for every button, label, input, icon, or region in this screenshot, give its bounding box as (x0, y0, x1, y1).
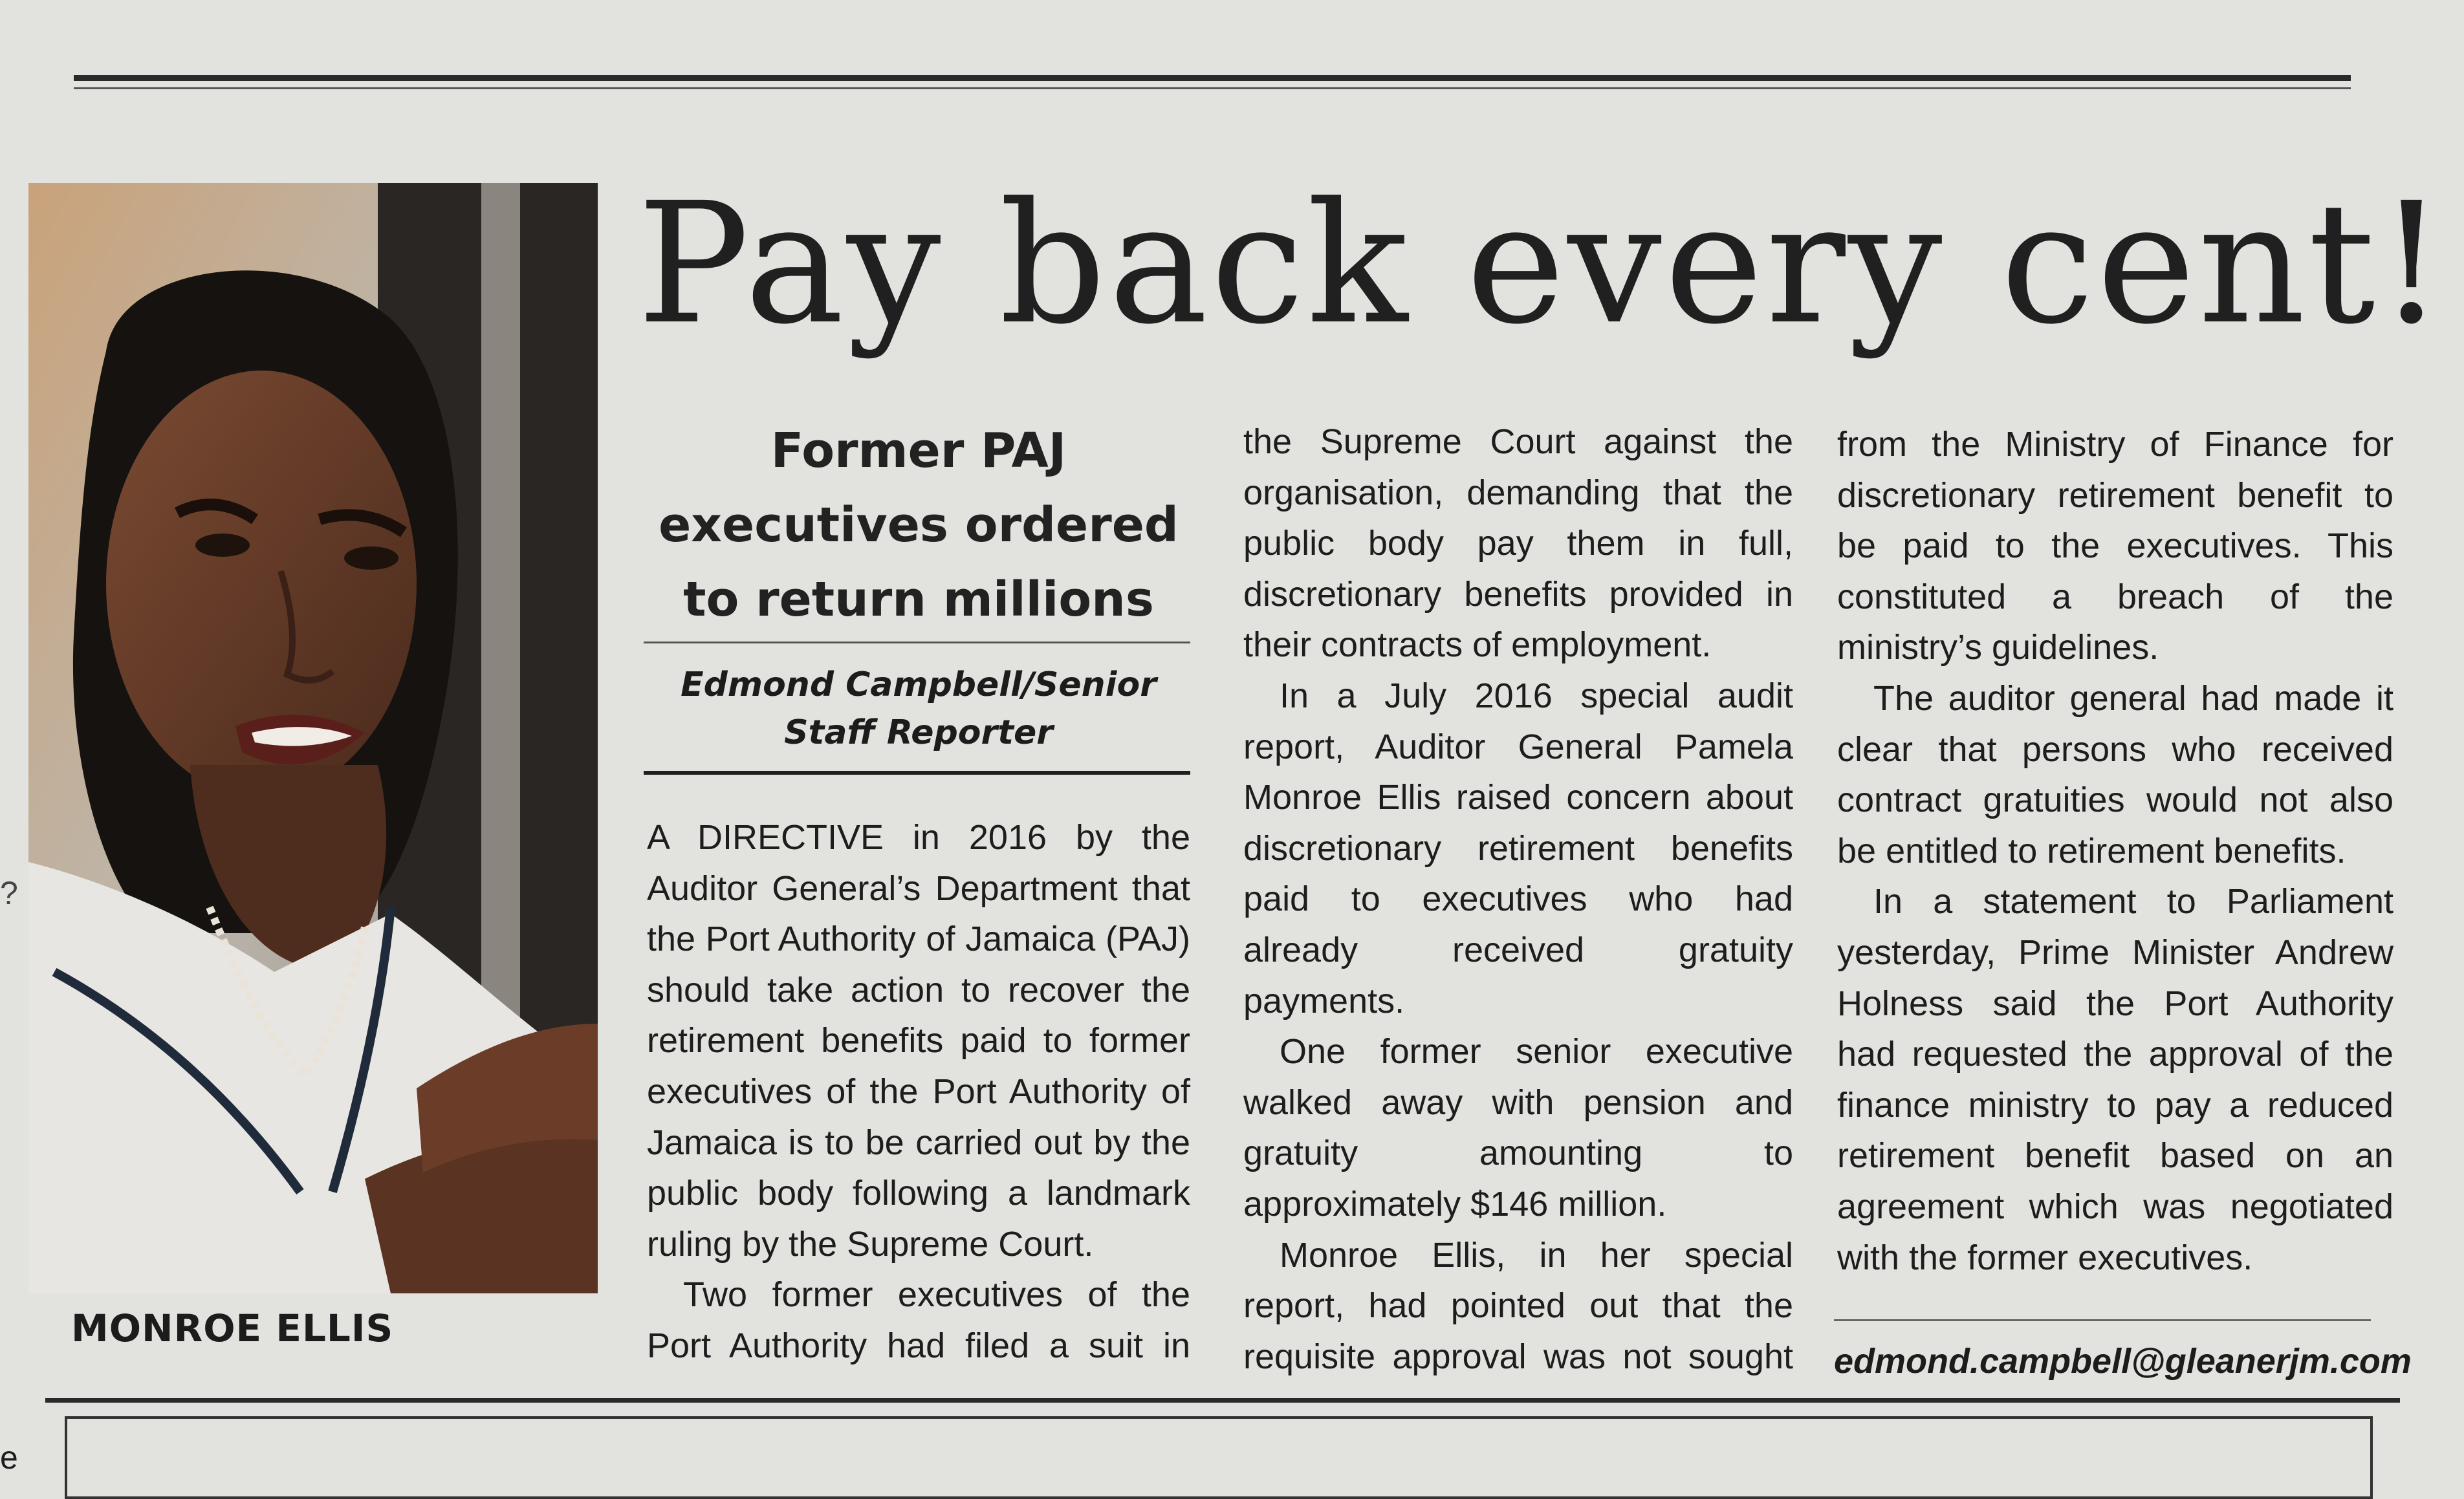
top-rule (74, 75, 2351, 81)
bottom-rule (45, 1398, 2400, 1403)
article-line: requisite approval was not sought (1243, 1337, 1793, 1376)
article-line: public body pay them in full, (1243, 524, 1793, 563)
article-line: retirement benefit based on an (1837, 1136, 2393, 1176)
article-line: In a statement to Parliament (1873, 882, 2393, 922)
article-line: payments. (1243, 981, 1405, 1020)
article-line: retirement benefits paid to former (647, 1021, 1190, 1061)
subheadline-line: executives ordered (659, 497, 1179, 553)
article-line: The auditor general had made it (1873, 678, 2393, 718)
article-line: should take action to recover the (647, 970, 1190, 1009)
article-line: One former senior executive (1280, 1032, 1793, 1072)
margin-mark: ? (0, 875, 18, 911)
article-line: executives of the Port Authority of (647, 1072, 1190, 1111)
article-line: finance ministry to pay a reduced (1837, 1085, 2393, 1125)
article-line: their contracts of employment. (1243, 625, 1712, 665)
article-line: public body following a landmark (647, 1174, 1190, 1213)
portrait-photo (28, 183, 598, 1293)
article-line: discretionary retirement benefit to (1837, 475, 2393, 515)
article-line: Monroe Ellis raised concern about (1243, 778, 1793, 817)
article-line: approximately $146 million. (1243, 1184, 1667, 1224)
portrait-illustration (28, 183, 598, 1293)
article-line: report, Auditor General Pamela (1243, 727, 1793, 766)
article-line: report, had pointed out that the (1243, 1286, 1793, 1326)
author-email: edmond.campbell@gleanerjm.com (1834, 1342, 2412, 1381)
subheadline (644, 414, 1194, 637)
article-line: Auditor General’s Department that (647, 868, 1190, 908)
headline: Pay back every cent! (637, 167, 2448, 361)
article-line: Two former executives of the (683, 1275, 1190, 1315)
article-line: Jamaica is to be carried out by the (647, 1123, 1190, 1162)
article-line: Monroe Ellis, in her special (1280, 1235, 1793, 1275)
margin-letter: e (0, 1440, 18, 1476)
article-line: from the Ministry of Finance for (1837, 425, 2393, 464)
subheadline-line: to return millions (683, 572, 1154, 627)
article-line: walked away with pension and (1243, 1083, 1793, 1122)
article-line: discretionary benefits provided in (1243, 574, 1793, 614)
article-line: ministry’s guidelines. (1837, 628, 2159, 667)
article-column-2 (1243, 416, 1793, 1382)
article-line: A DIRECTIVE in 2016 by the (647, 818, 1190, 857)
article-line: be paid to the executives. This (1837, 526, 2393, 566)
article-line: already received gratuity (1243, 930, 1793, 969)
byline-line: Staff Reporter (784, 713, 1053, 752)
article-line: paid to executives who had (1243, 879, 1793, 919)
byline-line: Edmond Campbell/Senior (681, 665, 1157, 704)
byline-divider (644, 771, 1190, 775)
article-line: contract gratuities would not also (1837, 781, 2393, 820)
article-column-3 (1837, 419, 2393, 1283)
article-line: the Port Authority of Jamaica (PAJ) (647, 920, 1190, 959)
article-line: had requested the approval of the (1837, 1035, 2393, 1074)
article-line: organisation, demanding that the (1243, 473, 1793, 512)
article-line: with the former executives. (1837, 1238, 2253, 1277)
article-line: gratuity amounting to (1243, 1134, 1793, 1173)
article-line: discretionary retirement benefits (1243, 828, 1793, 868)
article-line: clear that persons who received (1837, 729, 2393, 769)
article-line: ruling by the Supreme Court. (647, 1224, 1094, 1264)
subheadline-divider (644, 642, 1190, 643)
email-divider (1834, 1319, 2371, 1321)
subheadline-line: Former PAJ (770, 423, 1067, 479)
article-line: Port Authority had filed a suit in (647, 1326, 1190, 1365)
next-article-box (65, 1416, 2373, 1499)
article-line: In a July 2016 special audit (1280, 676, 1793, 715)
byline (644, 661, 1194, 757)
article-line: agreement which was negotiated (1837, 1187, 2393, 1226)
article-line: be entitled to retirement benefits. (1837, 831, 2346, 870)
article-line: constituted a breach of the (1837, 577, 2393, 616)
article-line: Holness said the Port Authority (1837, 984, 2393, 1023)
article-line: yesterday, Prime Minister Andrew (1837, 933, 2393, 972)
article-line: the Supreme Court against the (1243, 422, 1793, 461)
article-column-1 (647, 812, 1190, 1372)
photo-caption: MONROE ELLIS (71, 1306, 394, 1350)
